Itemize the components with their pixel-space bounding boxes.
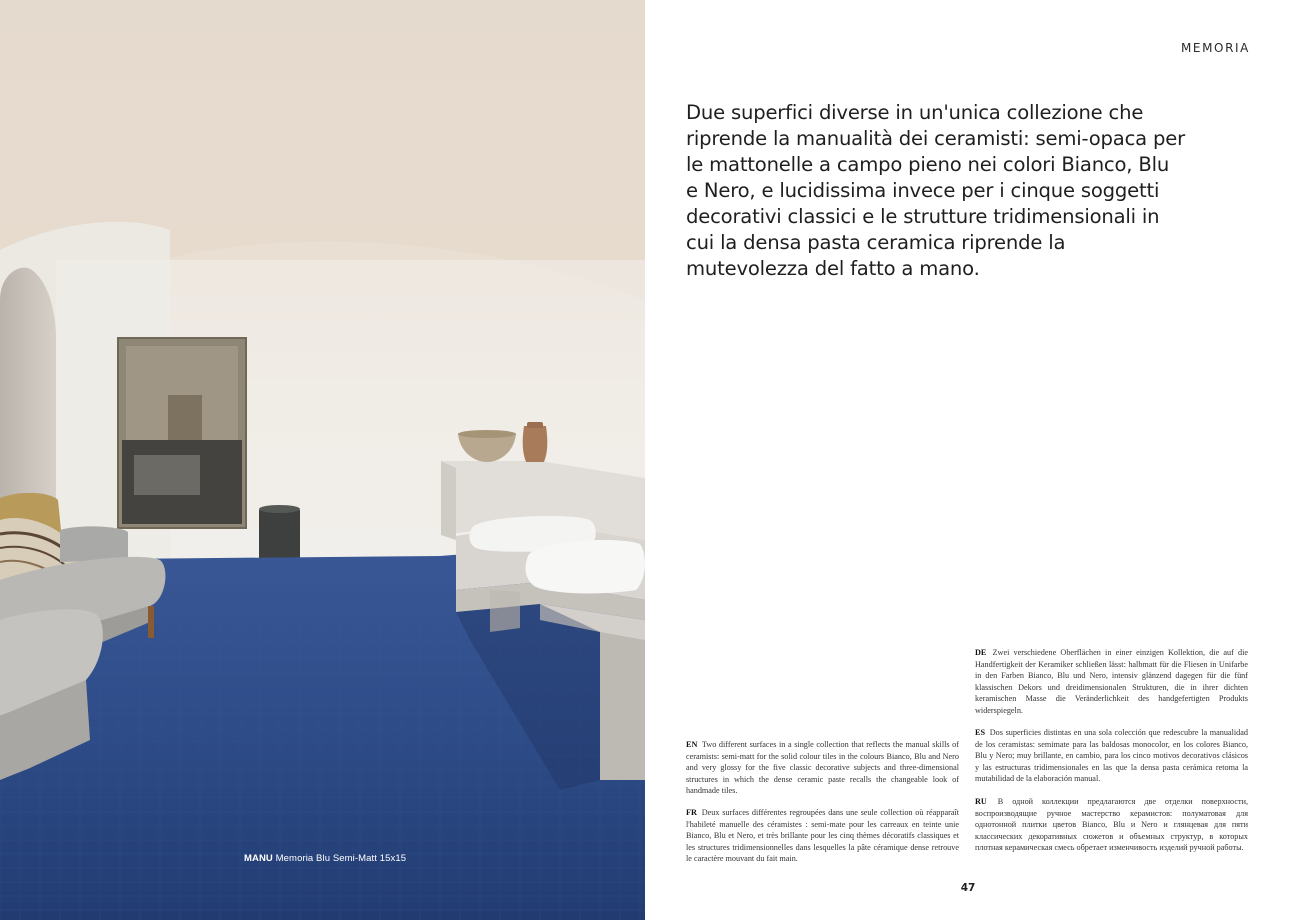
caption-product: Memoria Blu Semi-Matt 15x15 (275, 853, 407, 864)
page-number: 47 (960, 882, 976, 894)
paragraph-text: Zwei verschiedene Oberflächen in einer einzigen Kollektion, die auf die Handfertigkeit der Keramiker schließen lässt: halbmatt für die Fliesen in Unifarbe in den Farben Bianco, Blu und Nero, intensiv glänzend dagegen für die fünf klassischen Dekors und dreidimensionalen Strukturen, die in ihrer dichten keramischen Masse die Veränderlichkeit des handgefertigten Produkts widerspiegeln. (975, 648, 1248, 715)
painting (118, 338, 246, 528)
language-code: DE (975, 648, 987, 657)
language-code: ES (975, 728, 986, 737)
paragraph-de (975, 647, 1248, 716)
language-code: RU (975, 797, 987, 806)
interior-photo (0, 0, 645, 920)
paragraph-text: Deux surfaces différentes regroupées dans une seule collection où réapparaît l'habileté manuelle des céramistes : semi-mate pour les carreaux en teinte unie Bianco, Blu et Nero, et très brillante pour les cinq thèmes décoratifs classiques et les structures tridimensionnelles dans lesquelles la pâte céramique dense retrouve le caractère mouvant du fait main. (686, 808, 959, 863)
section-title: MEMORIA (1180, 41, 1250, 55)
paragraph-text: Two different surfaces in a single collection that reflects the manual skills of ceramists: semi-matt for the solid colour tiles in the colours Bianco, Blu and Nero and very glossy for the five classic decorative subjects and three-dimensional structures in which the dense ceramic paste recalls the changeable look of handmade tiles. (686, 740, 960, 795)
interior-illustration (0, 0, 645, 920)
paragraph-fr (686, 807, 959, 865)
language-code: FR (686, 808, 697, 817)
language-code: EN (686, 740, 698, 749)
photo-caption (244, 853, 406, 864)
paragraph-en (686, 739, 959, 797)
caption-brand: MANU (244, 853, 273, 864)
paragraph-es (975, 727, 1248, 785)
paragraph-text: В одной коллекции предлагаются две отделки поверхности, воспроизводящие ручное мастерство керамистов: полуматовая для однотонной плитки цветов Bianco, Blu и Nero и глянцевая для пяти классических декоративных сюжетов и объемных структур, в которых плотная керамическая смесь обретает изменчивость изделий ручной работы. (975, 797, 1248, 852)
headline-italian: Due superfici diverse in un'unica collezione che riprende la manualità dei ceramisti: semi-opaca per le mattonelle a campo pieno nei colori Bianco, Blu e Nero, e lucidissima invece per i cinque soggetti decorativi classici e le strutture tridimensionali in cui la densa pasta ceramica riprende la mutevolezza del fatto a mano. (686, 101, 1185, 280)
paragraph-text: Dos superficies distintas en una sola colección que redescubre la manualidad de los ceramistas: semimate para las baldosas monocolor, en los colores Bianco, Blu y Nero; muy brillante, en cambio, para los cinco motivos decorativos clásicos y las estructuras tridimensionales en las que la densa pasta cerámica retoma la mutabilidad de la elaboración manual. (975, 728, 1249, 783)
paragraph-ru (975, 796, 1248, 854)
